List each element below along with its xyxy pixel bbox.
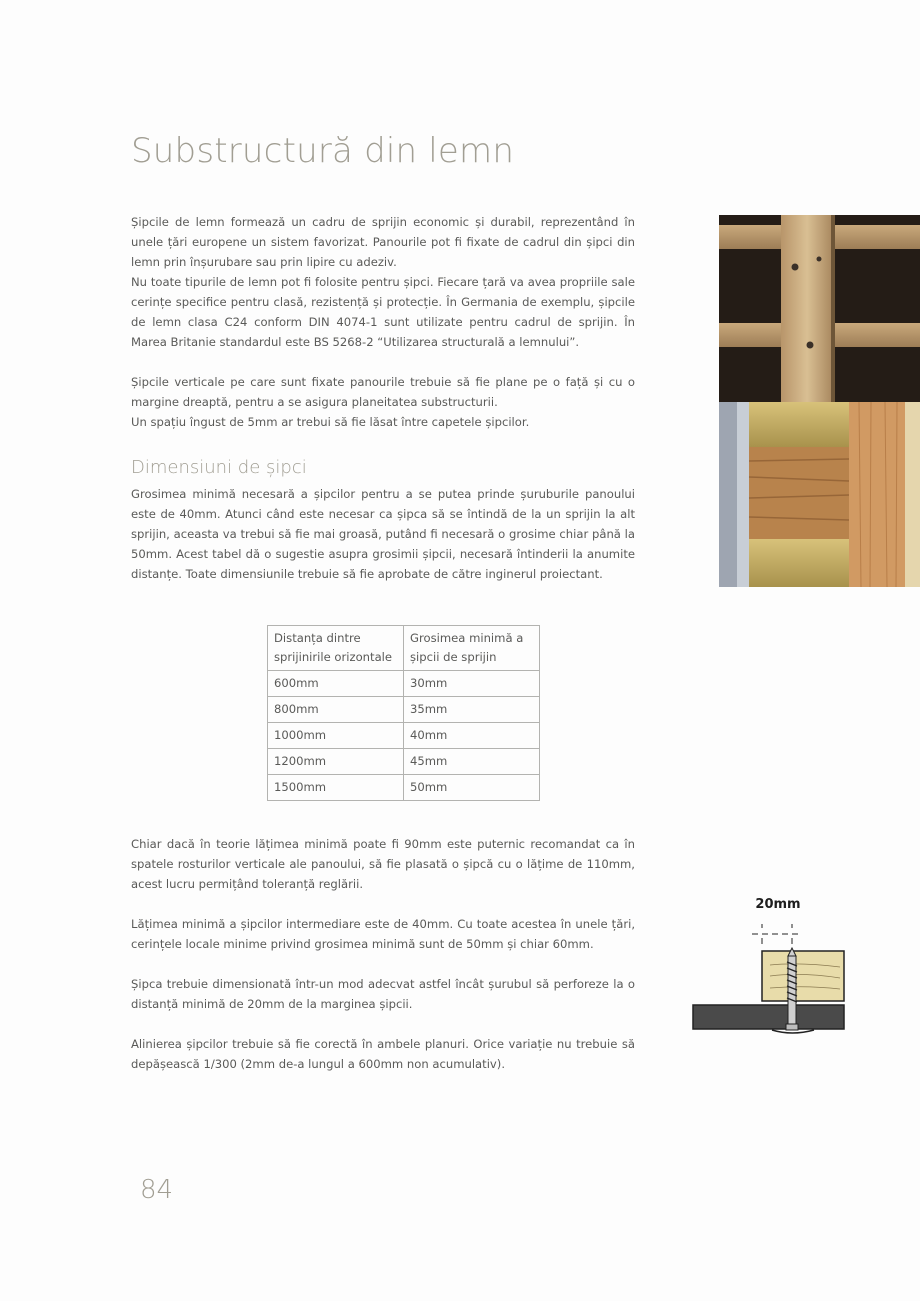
dimensions-heading: Dimensiuni de șipci (131, 457, 307, 478)
page-number: 84 (140, 1175, 174, 1205)
screw-edge-distance-diagram (690, 890, 850, 1040)
intro-paragraph-2: Nu toate tipurile de lemn pot fi folosite pentru șipci. Fiecare țară va avea propriile sale cerințe specifice pentru clasă, rezistență și protecție. În Germania de exemplu, șipcile de lemn clasa C24 conform DIN 4074-1 sunt utilizate pentru cadrul de sprijin. În Marea Britanie standardul este BS 5268-2 “Utilizarea structurală a lemnului”. (131, 275, 635, 349)
notes-text (131, 834, 635, 1074)
notes-paragraph-3: Șipca trebuie dimensionată într-un mod adecvat astfel încât șurubul să perforeze la o distanță minimă de 20mm de la marginea șipcii. (131, 977, 635, 1011)
intro-text (131, 212, 635, 432)
table-header-cell: Grosimea minimă a șipcii de sprijin (404, 626, 540, 671)
table-cell: 30mm (404, 671, 540, 697)
dimensions-paragraph: Grosimea minimă necesară a șipcilor pentru a se putea prinde șuruburile panoului este de 40mm. Atunci când este necesar ca șipca să se întindă de la un sprijin la alt sprijin, aceasta va trebui să fie mai groasă, putând fi necesară o grosime chiar până la 50mm. Acest tabel dă o sugestie asupra grosimii șipcii, necesară întinderii la anumite distanțe. Toate dimensiunile trebuie să fie aprobate de către inginerul proiectant. (131, 487, 635, 581)
table-cell: 45mm (404, 749, 540, 775)
table-row (268, 697, 540, 723)
table-cell: 1200mm (268, 749, 404, 775)
notes-paragraph-1: Chiar dacă în teorie lățimea minimă poate fi 90mm este puternic recomandat ca în spatele rosturilor verticale ale panoului, să fie plasată o șipcă cu o lățime de 110mm, acest lucru permițând toleranță reglării. (131, 837, 635, 891)
table-header-row (268, 626, 540, 671)
intro-paragraph-4: Un spațiu îngust de 5mm ar trebui să fie lăsat între capetele șipcilor. (131, 415, 530, 429)
table-cell: 40mm (404, 723, 540, 749)
table-row (268, 775, 540, 801)
dimensions-table (267, 625, 540, 801)
table-cell: 35mm (404, 697, 540, 723)
wood-battens-photo (719, 215, 920, 587)
table-cell: 50mm (404, 775, 540, 801)
table-cell: 1000mm (268, 723, 404, 749)
table-header-cell: Distanța dintre sprijinirile orizontale (268, 626, 404, 671)
intro-paragraph-3: Șipcile verticale pe care sunt fixate panourile trebuie să fie plane pe o față și cu o margine dreaptă, pentru a se asigura planeitatea substructurii. (131, 375, 635, 409)
table-cell: 1500mm (268, 775, 404, 801)
notes-paragraph-4: Alinierea șipcilor trebuie să fie corectă în ambele planuri. Orice variație nu trebuie să depășească 1/300 (2mm de-a lungul a 600mm non acumulativ). (131, 1037, 635, 1071)
table-row (268, 749, 540, 775)
notes-paragraph-2: Lățimea minimă a șipcilor intermediare este de 40mm. Cu toate acestea în unele țări, cerințele locale minime privind grosimea minimă sunt de 50mm și chiar 60mm. (131, 917, 635, 951)
dimension-label: 20mm (755, 897, 801, 912)
table-cell: 800mm (268, 697, 404, 723)
dimensions-text (131, 484, 635, 584)
table-row (268, 723, 540, 749)
table-cell: 600mm (268, 671, 404, 697)
table-row (268, 671, 540, 697)
intro-paragraph-1: Șipcile de lemn formează un cadru de sprijin economic și durabil, reprezentând în unele țări europene un sistem favorizat. Panourile pot fi fixate de cadrul din șipci din lemn prin înșurubare sau prin lipire cu adeziv. (131, 215, 635, 269)
page-title: Substructură din lemn (131, 131, 515, 171)
